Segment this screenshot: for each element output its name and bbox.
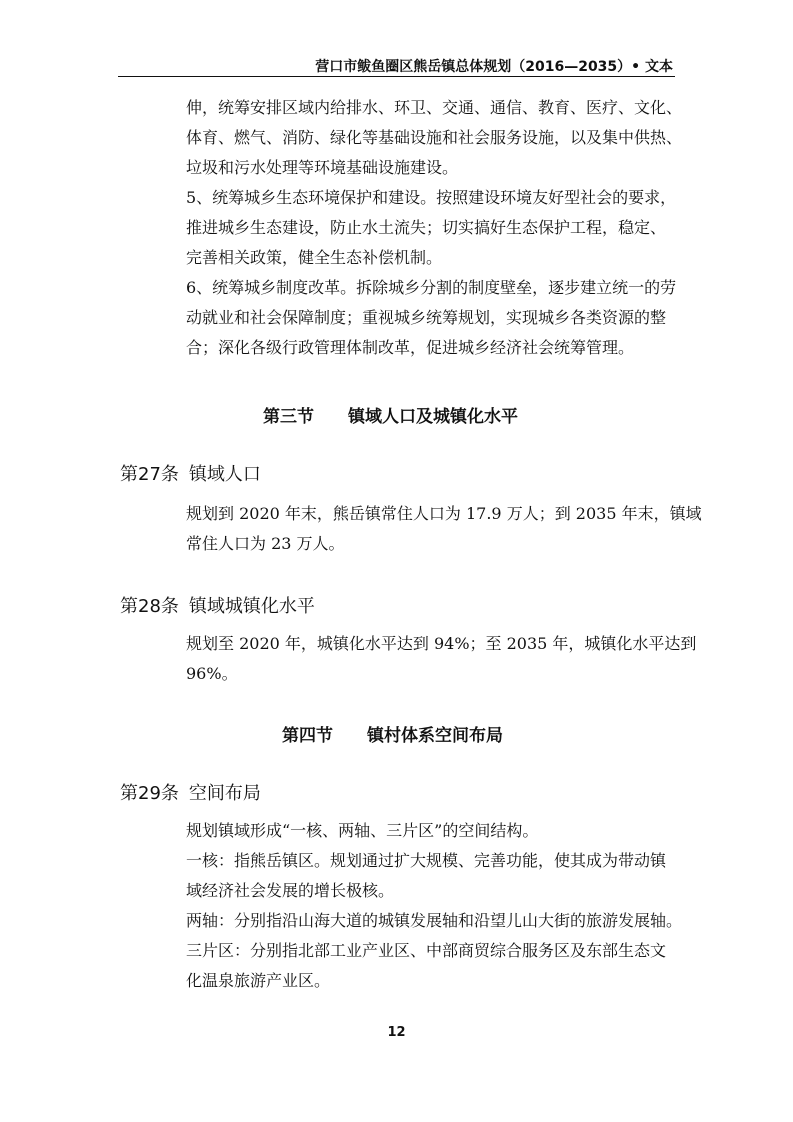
article-heading-29 — [120, 779, 261, 805]
text-line: 5、统筹城乡生态环境保护和建设。按照建设环境友好型社会的要求， — [186, 188, 677, 207]
article-28-body — [186, 629, 697, 689]
article-heading-27 — [120, 460, 261, 486]
text-line: 6、统筹城乡制度改革。拆除城乡分割的制度壁垒，逐步建立统一的劳 — [186, 278, 677, 297]
article-title: 空间布局 — [188, 783, 261, 804]
document-title: 营口市鲅鱼圈区熊岳镇总体规划（2016—2035）• 文本 — [315, 59, 673, 75]
section-title: 镇域人口及城镇化水平 — [348, 407, 518, 427]
text-line: 两轴：分别指沿山海大道的城镇发展轴和沿望儿山大街的旅游发展轴。 — [186, 911, 683, 930]
text-line: 推进城乡生态建设，防止水土流失；切实搞好生态保护工程，稳定、 — [186, 218, 667, 237]
text-line: 一核：指熊岳镇区。规划通过扩大规模、完善功能，使其成为带动镇 — [186, 851, 667, 870]
header-divider — [118, 76, 675, 77]
article-29-body — [186, 816, 686, 996]
text-line: 体育、燃气、消防、绿化等基础设施和社会服务设施，以及集中供热、 — [186, 128, 683, 147]
article-title: 镇域城镇化水平 — [188, 596, 315, 617]
text-line: 化温泉旅游产业区。 — [186, 971, 331, 990]
section-heading-4 — [282, 721, 503, 746]
text-line: 规划到 2020 年末，熊岳镇常住人口为 17.9 万人；到 2035 年末，镇域 — [186, 504, 702, 523]
article-27-body — [186, 499, 702, 559]
section-number: 第三节 — [263, 407, 314, 427]
text-line: 域经济社会发展的增长极核。 — [186, 881, 395, 900]
page-number: 12 — [387, 1025, 406, 1040]
text-line: 规划至 2020 年，城镇化水平达到 94%；至 2035 年，城镇化水平达到 — [186, 634, 697, 653]
article-number: 第29条 — [120, 783, 179, 804]
article-number: 第27条 — [120, 464, 179, 485]
text-line: 常住人口为 23 万人。 — [186, 534, 345, 553]
article-heading-28 — [120, 592, 315, 618]
continuation-paragraphs — [186, 93, 686, 363]
section-heading-3 — [263, 402, 518, 427]
section-number: 第四节 — [282, 726, 333, 746]
article-number: 第28条 — [120, 596, 179, 617]
text-line: 动就业和社会保障制度；重视城乡统筹规划，实现城乡各类资源的整 — [186, 308, 667, 327]
text-line: 合；深化各级行政管理体制改革，促进城乡经济社会统筹管理。 — [186, 338, 635, 357]
text-line: 垃圾和污水处理等环境基础设施建设。 — [186, 158, 459, 177]
text-line: 三片区：分别指北部工业产业区、中部商贸综合服务区及东部生态文 — [186, 941, 667, 960]
text-line: 伸，统筹安排区域内给排水、环卫、交通、通信、教育、医疗、文化、 — [186, 98, 683, 117]
text-line: 96%。 — [186, 664, 238, 683]
section-title: 镇村体系空间布局 — [367, 726, 503, 746]
text-line: 完善相关政策，健全生态补偿机制。 — [186, 248, 443, 267]
text-line: 规划镇域形成“一核、两轴、三片区”的空间结构。 — [186, 821, 539, 840]
article-title: 镇域人口 — [188, 464, 261, 485]
